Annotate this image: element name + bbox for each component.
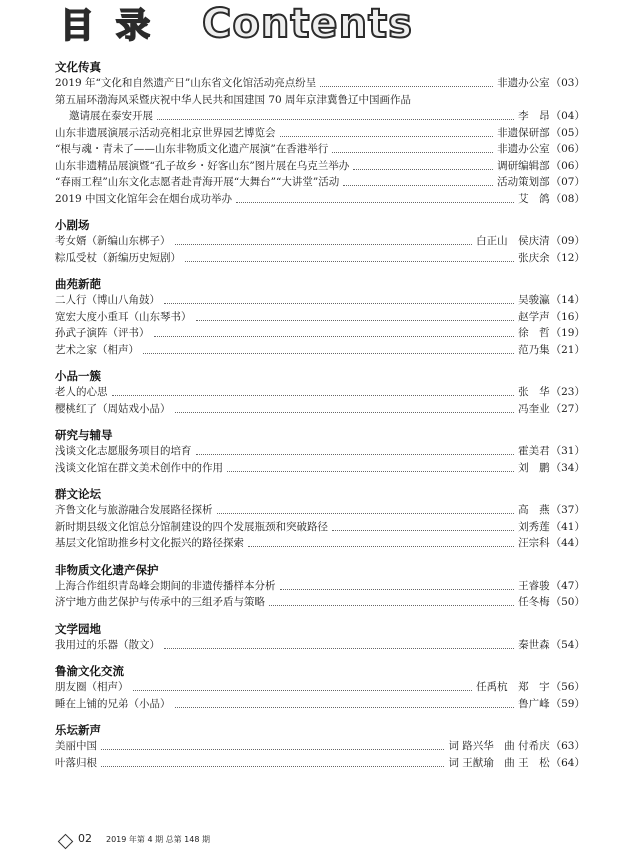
entry-page: （37） xyxy=(550,504,585,516)
entry-author: 活动策划部 xyxy=(497,176,550,188)
section-gap xyxy=(55,207,585,217)
entry-title: 朋友圈（相声） xyxy=(55,681,129,693)
entry-author: 非遗保研部 xyxy=(497,126,550,139)
dot-leader xyxy=(236,193,514,203)
entry-author: 徐 哲 xyxy=(518,327,550,339)
entry-page: （06） xyxy=(550,143,585,155)
toc-entry[interactable] xyxy=(55,250,585,267)
entry-title: 二人行（博山八角鼓） xyxy=(55,294,160,306)
toc-entry[interactable] xyxy=(55,233,585,250)
section-title: 群文论坛 xyxy=(55,487,101,501)
dot-leader xyxy=(175,403,515,413)
entry-author: 张庆余 xyxy=(518,251,550,264)
entry-page: （09） xyxy=(550,235,585,247)
dot-leader xyxy=(332,143,493,153)
section-title: 曲苑新葩 xyxy=(55,277,101,291)
toc-entry[interactable] xyxy=(55,75,585,92)
dot-leader xyxy=(280,127,494,137)
entry-author: 调研编辑部 xyxy=(497,159,550,172)
entry-title: 孙武子演阵（评书） xyxy=(55,327,150,339)
entry-page: （47） xyxy=(550,579,585,592)
entry-title: 2019 年“文化和自然遗产日”山东省文化馆活动亮点纷呈 xyxy=(55,77,317,89)
entry-author: 词 路兴华 曲 付希庆 xyxy=(448,740,550,752)
toc-entry[interactable] xyxy=(55,460,585,477)
entry-page: （21） xyxy=(550,343,585,356)
toc-entry[interactable] xyxy=(55,108,585,125)
dot-leader xyxy=(164,294,514,304)
entry-title-line: 第五届环渤海风采暨庆祝中华人民共和国建国 70 周年京津冀鲁辽中国画作品 xyxy=(55,93,412,106)
entry-author: 霍美君 xyxy=(518,445,550,457)
entry-title: 粽瓜受杖（新编历史短剧） xyxy=(55,251,181,264)
entry-author: 高 燕 xyxy=(518,504,550,516)
entry-author: 张 华 xyxy=(518,386,550,398)
section-gap xyxy=(55,552,585,562)
toc-entry[interactable] xyxy=(55,125,585,142)
section-title: 乐坛新声 xyxy=(55,723,101,737)
table-of-contents xyxy=(55,59,585,771)
entry-author: 赵学声 xyxy=(518,310,550,323)
entry-page: （06） xyxy=(550,159,585,172)
toc-entry[interactable] xyxy=(55,191,585,208)
toc-entry[interactable] xyxy=(55,443,585,460)
toc-section xyxy=(55,427,585,476)
entry-page: （27） xyxy=(550,402,585,415)
entry-author: 非遗办公室 xyxy=(497,77,550,89)
entry-author: 鲁广峰 xyxy=(518,697,550,710)
section-gap xyxy=(55,476,585,486)
entry-title: 邀请展在泰安开展 xyxy=(69,110,153,122)
toc-entry[interactable] xyxy=(55,578,585,595)
entry-page: （63） xyxy=(550,740,585,752)
toc-entry[interactable] xyxy=(55,292,585,309)
dot-leader xyxy=(157,110,514,120)
dot-leader xyxy=(164,639,514,649)
toc-section xyxy=(55,722,585,771)
entry-title: 山东非遗精品展演暨“孔子故乡・好客山东”图片展在乌克兰举办 xyxy=(55,159,350,172)
entry-author: 范乃集 xyxy=(518,343,550,356)
dot-leader xyxy=(269,596,514,606)
toc-entry[interactable] xyxy=(55,401,585,418)
toc-section xyxy=(55,663,585,712)
entry-page: （14） xyxy=(550,294,585,306)
toc-entry[interactable] xyxy=(55,738,585,755)
entry-author: 刘秀莲 xyxy=(518,520,550,533)
entry-title: 上海合作组织青岛峰会期间的非遗传播样本分析 xyxy=(55,579,276,592)
diamond-icon xyxy=(58,834,74,850)
toc-entry[interactable] xyxy=(55,502,585,519)
dot-leader xyxy=(185,252,514,262)
header-title-cn: 目录 xyxy=(60,6,172,46)
dot-leader xyxy=(320,77,493,87)
dot-leader xyxy=(353,160,493,170)
entry-title: 考女婿（新编山东梆子） xyxy=(55,235,171,247)
section-title: 文学园地 xyxy=(55,621,101,636)
toc-entry[interactable] xyxy=(55,158,585,175)
page-number: 02 xyxy=(78,832,92,845)
entry-title: 美丽中国 xyxy=(55,740,97,752)
dot-leader xyxy=(175,698,515,708)
entry-author: 艾 鸽 xyxy=(518,192,550,205)
section-gap xyxy=(55,358,585,368)
toc-entry[interactable] xyxy=(55,342,585,359)
section-title: 非物质文化遗产保护 xyxy=(55,562,159,577)
toc-entry[interactable] xyxy=(55,519,585,536)
issue-info: 2019 年第 4 期 总第 148 期 xyxy=(106,835,210,844)
entry-page: （59） xyxy=(550,697,585,710)
dot-leader xyxy=(196,311,515,321)
entry-page: （44） xyxy=(550,537,585,549)
toc-section xyxy=(55,59,585,207)
page-footer xyxy=(56,830,576,850)
dot-leader xyxy=(112,386,515,396)
toc-entry[interactable] xyxy=(55,384,585,401)
entry-author: 刘 鹏 xyxy=(518,461,550,474)
toc-entry[interactable] xyxy=(55,679,585,696)
entry-title: “春雨工程”山东文化志愿者赴青海开展“大舞台”“大讲堂”活动 xyxy=(55,176,340,188)
entry-author: 吴骏瀛 xyxy=(518,294,550,306)
entry-page: （31） xyxy=(550,445,585,457)
toc-section xyxy=(55,276,585,358)
toc-entry[interactable] xyxy=(55,141,585,158)
section-gap xyxy=(55,417,585,427)
entry-page: （54） xyxy=(550,638,585,651)
entry-page: （05） xyxy=(550,126,585,139)
dot-leader xyxy=(227,462,514,472)
toc-entry[interactable] xyxy=(55,325,585,342)
toc-entry[interactable] xyxy=(55,535,585,552)
dot-leader xyxy=(217,504,515,514)
entry-title: 睡在上铺的兄弟（小品） xyxy=(55,697,171,710)
toc-entry[interactable] xyxy=(55,637,585,654)
toc-section xyxy=(55,621,585,654)
toc-section xyxy=(55,368,585,417)
toc-entry[interactable] xyxy=(55,755,585,772)
entry-title: 老人的心思 xyxy=(55,386,108,398)
entry-title: 济宁地方曲艺保护与传承中的三组矛盾与策略 xyxy=(55,596,265,608)
entry-title: 樱桃红了（周姑戏小品） xyxy=(55,402,171,415)
dot-leader xyxy=(101,757,444,767)
section-gap xyxy=(55,611,585,621)
entry-page: （41） xyxy=(550,520,585,533)
section-gap xyxy=(55,266,585,276)
entry-page: （08） xyxy=(550,192,585,205)
section-title: 文化传真 xyxy=(55,60,101,74)
section-title: 小品一簇 xyxy=(55,369,101,383)
dot-leader xyxy=(248,537,514,547)
entry-page: （64） xyxy=(550,756,585,769)
section-gap xyxy=(55,653,585,663)
dot-leader xyxy=(280,580,515,590)
entry-page: （19） xyxy=(550,327,585,339)
entry-page: （07） xyxy=(550,176,585,188)
dot-leader xyxy=(101,740,444,750)
entry-page: （50） xyxy=(550,596,585,608)
entry-title: 浅谈文化志愿服务项目的培育 xyxy=(55,445,192,457)
section-title: 小剧场 xyxy=(55,218,90,232)
entry-author: 秦世森 xyxy=(518,638,550,651)
toc-entry[interactable] xyxy=(55,309,585,326)
entry-title: 我用过的乐器（散文） xyxy=(55,638,160,651)
section-title: 鲁渝文化交流 xyxy=(55,664,124,678)
dot-leader xyxy=(154,327,515,337)
toc-entry[interactable] xyxy=(55,696,585,713)
section-gap xyxy=(55,712,585,722)
entry-page: （23） xyxy=(550,386,585,398)
dot-leader xyxy=(133,681,473,691)
entry-author: 白正山 侯庆清 xyxy=(476,235,550,247)
entry-title: “根与魂・青未了——山东非物质文化遗产展演”在香港举行 xyxy=(55,143,329,155)
dot-leader xyxy=(343,176,493,186)
header-title-en: Contents xyxy=(202,1,413,47)
entry-title: 艺术之家（相声） xyxy=(55,343,139,356)
entry-page: （16） xyxy=(550,310,585,323)
entry-title: 山东非遗展演展示活动亮相北京世界园艺博览会 xyxy=(55,126,276,139)
toc-section xyxy=(55,217,585,266)
entry-title: 2019 中国文化馆年会在烟台成功举办 xyxy=(55,192,233,205)
entry-page: （34） xyxy=(550,461,585,474)
page-header xyxy=(56,2,616,48)
dot-leader xyxy=(332,521,514,531)
dot-leader xyxy=(196,445,515,455)
entry-title: 新时期县级文化馆总分馆制建设的四个发展瓶颈和突破路径 xyxy=(55,520,328,533)
toc-entry[interactable] xyxy=(55,594,585,611)
entry-title: 浅谈文化馆在群文美术创作中的作用 xyxy=(55,461,223,474)
entry-author: 任禹杭 郑 宇 xyxy=(476,681,550,693)
entry-page: （04） xyxy=(550,110,585,122)
entry-title: 齐鲁文化与旅游融合发展路径探析 xyxy=(55,504,213,516)
entry-title: 叶落归根 xyxy=(55,756,97,769)
entry-author: 冯奎业 xyxy=(518,402,550,415)
entry-page: （56） xyxy=(550,681,585,693)
toc-section xyxy=(55,486,585,552)
dot-leader xyxy=(143,344,514,354)
entry-author: 李 昂 xyxy=(518,110,550,122)
entry-title: 宽宏大度小重耳（山东琴书） xyxy=(55,310,192,323)
dot-leader xyxy=(175,235,473,245)
entry-author: 王睿骏 xyxy=(518,579,550,592)
entry-author: 汪宗科 xyxy=(518,537,550,549)
entry-author: 非遗办公室 xyxy=(497,143,550,155)
entry-page: （03） xyxy=(550,77,585,89)
toc-entry[interactable] xyxy=(55,174,585,191)
toc-section xyxy=(55,562,585,611)
entry-author: 词 王猷瑜 曲 王 松 xyxy=(448,756,550,769)
entry-page: （12） xyxy=(550,251,585,264)
entry-author: 任冬梅 xyxy=(518,596,550,608)
section-title: 研究与辅导 xyxy=(55,428,113,442)
entry-title: 基层文化馆助推乡村文化振兴的路径探索 xyxy=(55,537,244,549)
